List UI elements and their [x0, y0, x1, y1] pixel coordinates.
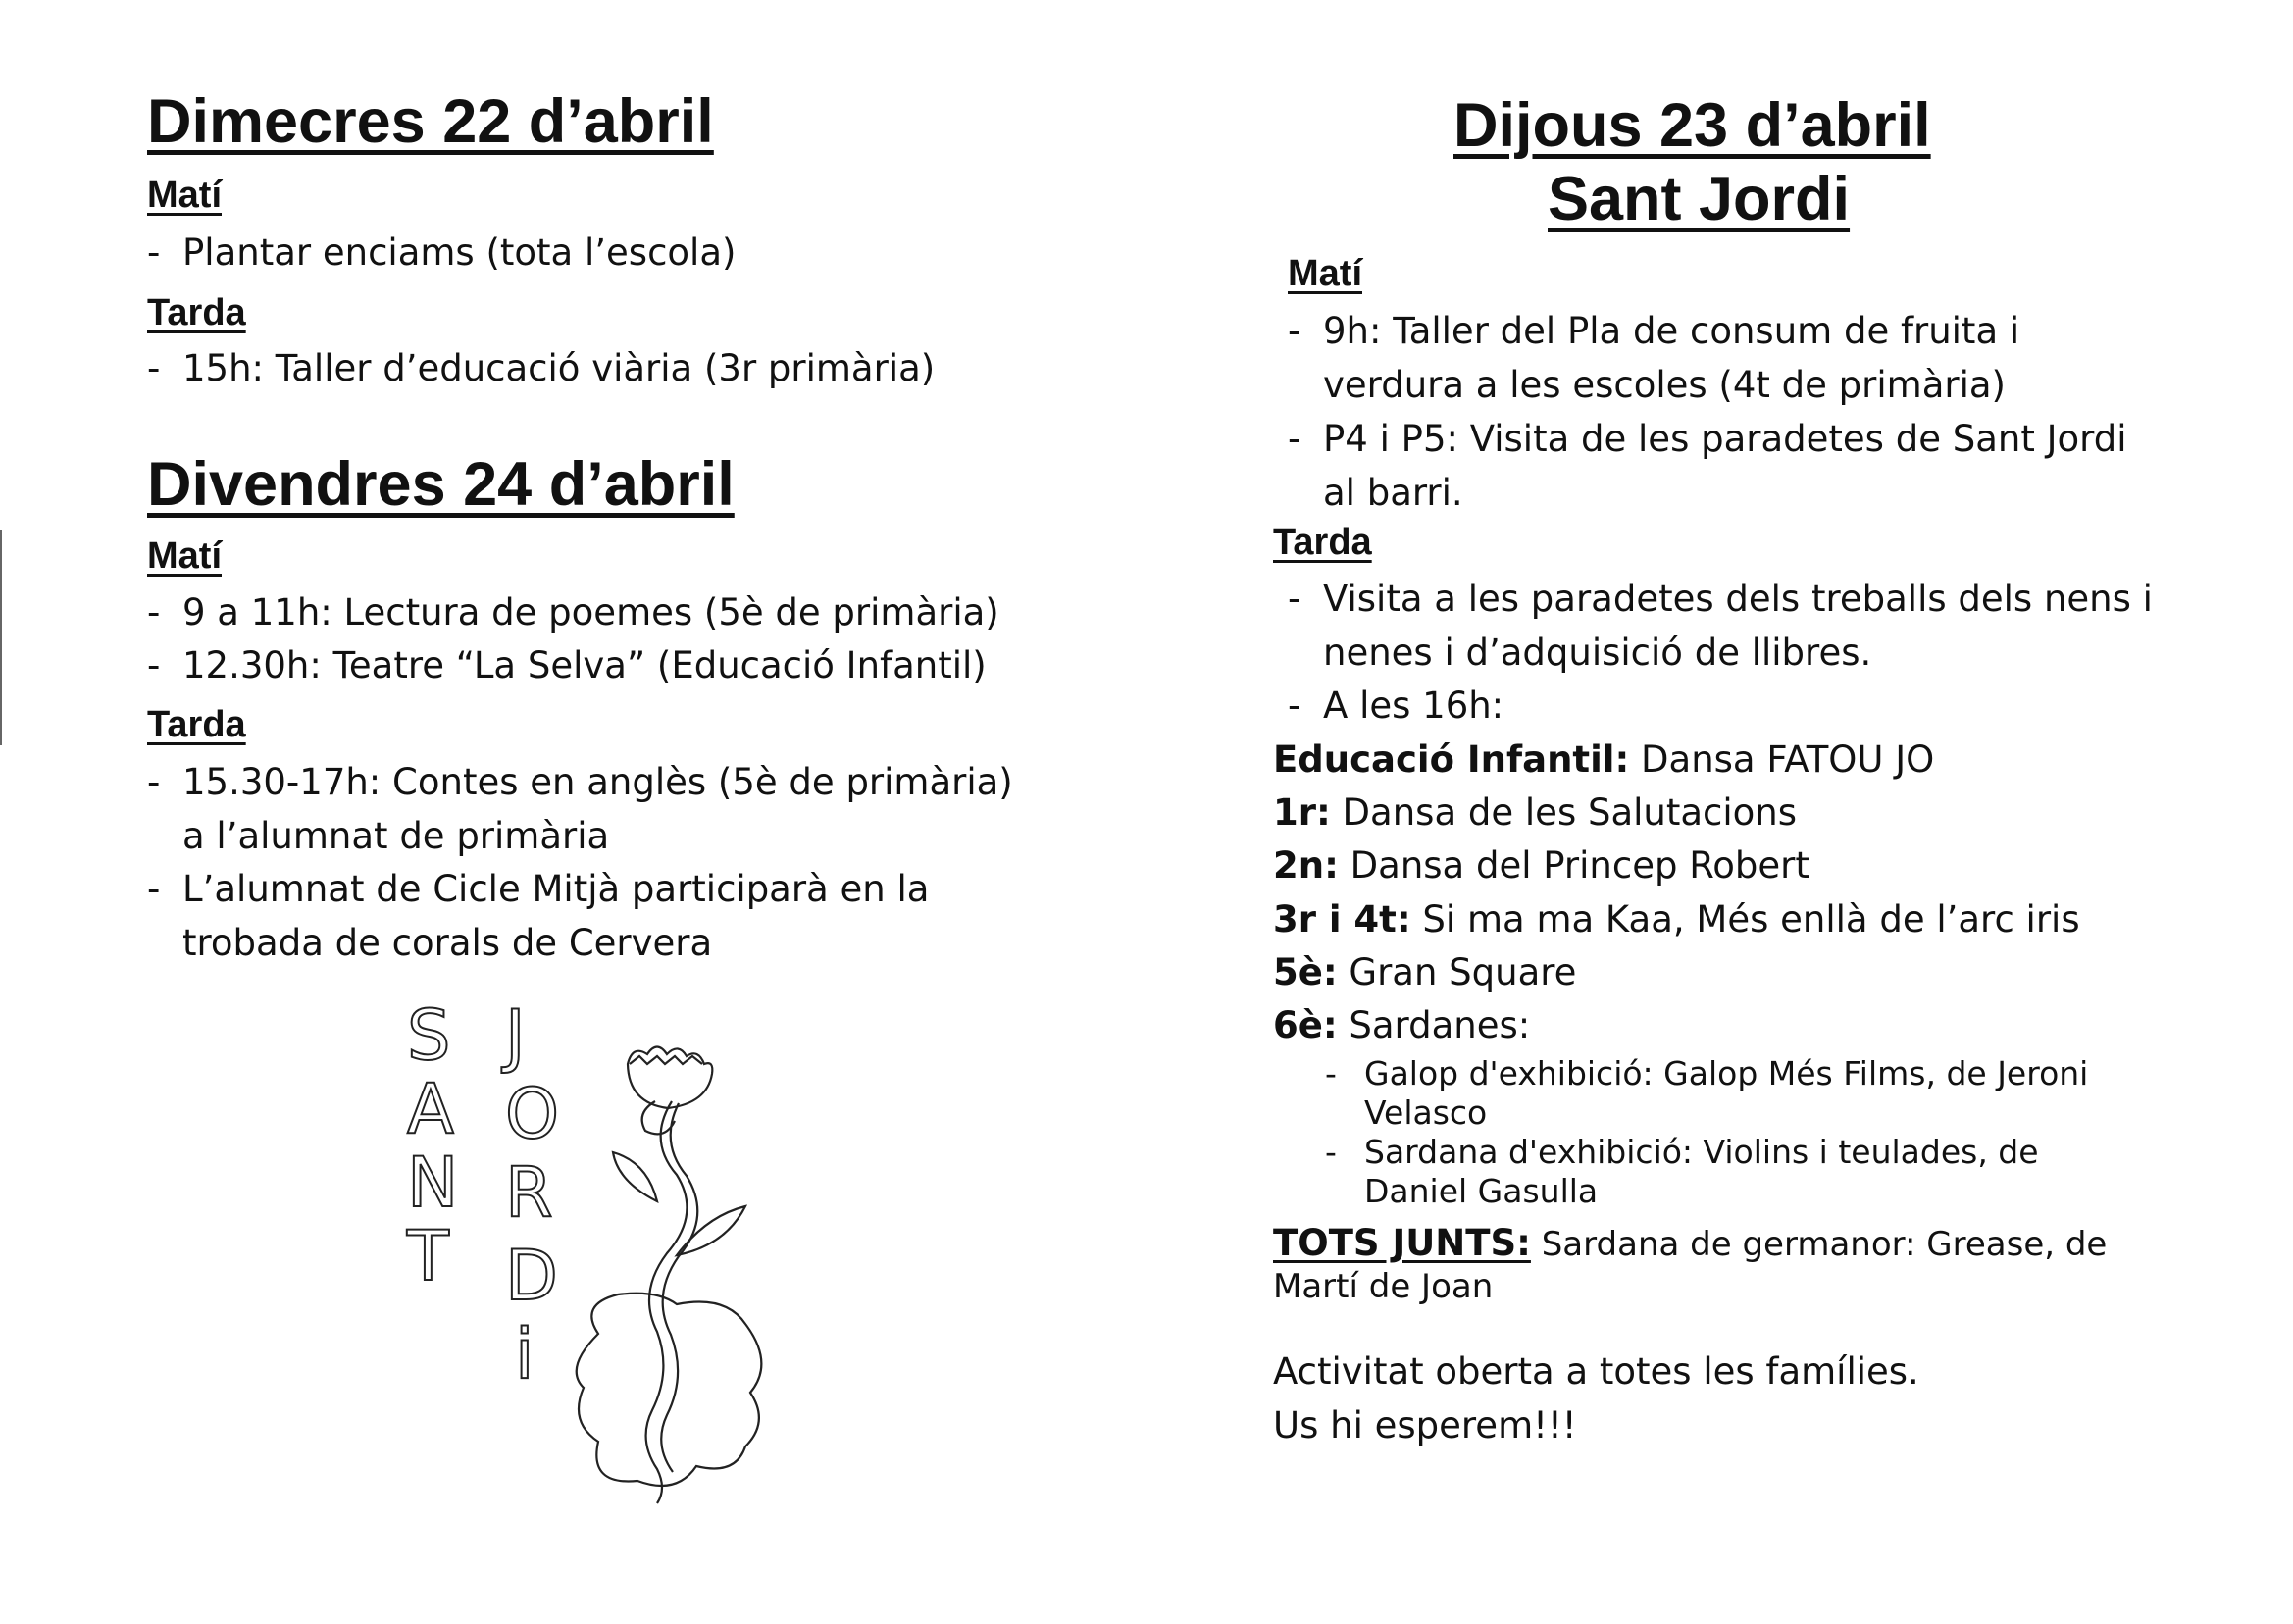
day-title-divendres: Divendres 24 d’abril: [147, 450, 735, 519]
day-title-dimecres: Dimecres 22 d’abril: [147, 87, 714, 156]
list-item: - A les 16h:: [1288, 685, 1504, 727]
list-item: - Visita a les paradetes dels treballs dels nens i nenes i d’adquisició de llibres.: [1288, 578, 2153, 674]
list-item: - 9h: Taller del Pla de consum de fruita i verdura a les escoles (4t de primària): [1288, 310, 2020, 406]
logo-letter: O: [505, 1074, 560, 1154]
tots-junts-line: TOTS JUNTS: Sardana de germanor: Grease, de: [1273, 1222, 2108, 1264]
day-subtitle-sant-jordi: Sant Jordi: [1548, 165, 1851, 233]
logo-letter: A: [407, 1069, 454, 1149]
logo-letter: i: [515, 1314, 535, 1395]
list-item: - L’alumnat de Cicle Mitjà participarà en la trobada de corals de Cervera: [147, 868, 930, 964]
logo-letter: S: [407, 995, 451, 1076]
tots-junts-line-2: Martí de Joan: [1273, 1267, 1494, 1306]
logo-letter: D: [505, 1236, 558, 1316]
section-tarda-divendres: Tarda: [147, 704, 246, 745]
program-line: 5è: Gran Square: [1273, 951, 1577, 993]
program-line: Educació Infantil: Dansa FATOU JO: [1273, 738, 1935, 781]
section-tarda-dijous: Tarda: [1273, 522, 1372, 563]
closing-text-1: Activitat oberta a totes les famílies.: [1273, 1350, 1919, 1393]
list-item: - Plantar enciams (tota l’escola): [147, 231, 737, 274]
section-mati-dimecres: Matí: [147, 175, 222, 216]
logo-letter: J: [505, 995, 526, 1076]
day-title-dijous: Dijous 23 d’abril: [1453, 91, 1931, 160]
closing-text-2: Us hi esperem!!!: [1273, 1404, 1577, 1446]
sardana-item: - Sardana d'exhibició: Violins i teulades, de Daniel Gasulla: [1325, 1133, 2039, 1210]
logo-letter: T: [407, 1216, 449, 1296]
list-item: - 15.30-17h: Contes en anglès (5è de primària) a l’alumnat de primària: [147, 761, 1013, 857]
program-line: 2n: Dansa del Princep Robert: [1273, 844, 1809, 887]
logo-letter: N: [407, 1142, 459, 1223]
list-item: - 9 a 11h: Lectura de poemes (5è de primària): [147, 591, 999, 634]
sant-jordi-logo: [392, 986, 785, 1515]
logo-letter: R: [505, 1152, 553, 1233]
program-line: 3r i 4t: Si ma ma Kaa, Més enllà de l’arc iris: [1273, 898, 2080, 940]
program-line: 6è: Sardanes:: [1273, 1004, 1531, 1046]
program-line: 1r: Dansa de les Salutacions: [1273, 791, 1798, 834]
section-mati-dijous: Matí: [1288, 253, 1362, 294]
section-tarda-dimecres: Tarda: [147, 292, 246, 333]
list-item: - 12.30h: Teatre “La Selva” (Educació Infantil): [147, 644, 987, 686]
list-item: - 15h: Taller d’educació viària (3r primària): [147, 347, 936, 389]
scan-edge-mark: [0, 530, 2, 745]
section-mati-divendres: Matí: [147, 535, 222, 577]
list-item: - P4 i P5: Visita de les paradetes de Sant Jordi al barri.: [1288, 418, 2127, 514]
sardana-item: - Galop d'exhibició: Galop Més Films, de Jeroni Velasco: [1325, 1054, 2089, 1132]
